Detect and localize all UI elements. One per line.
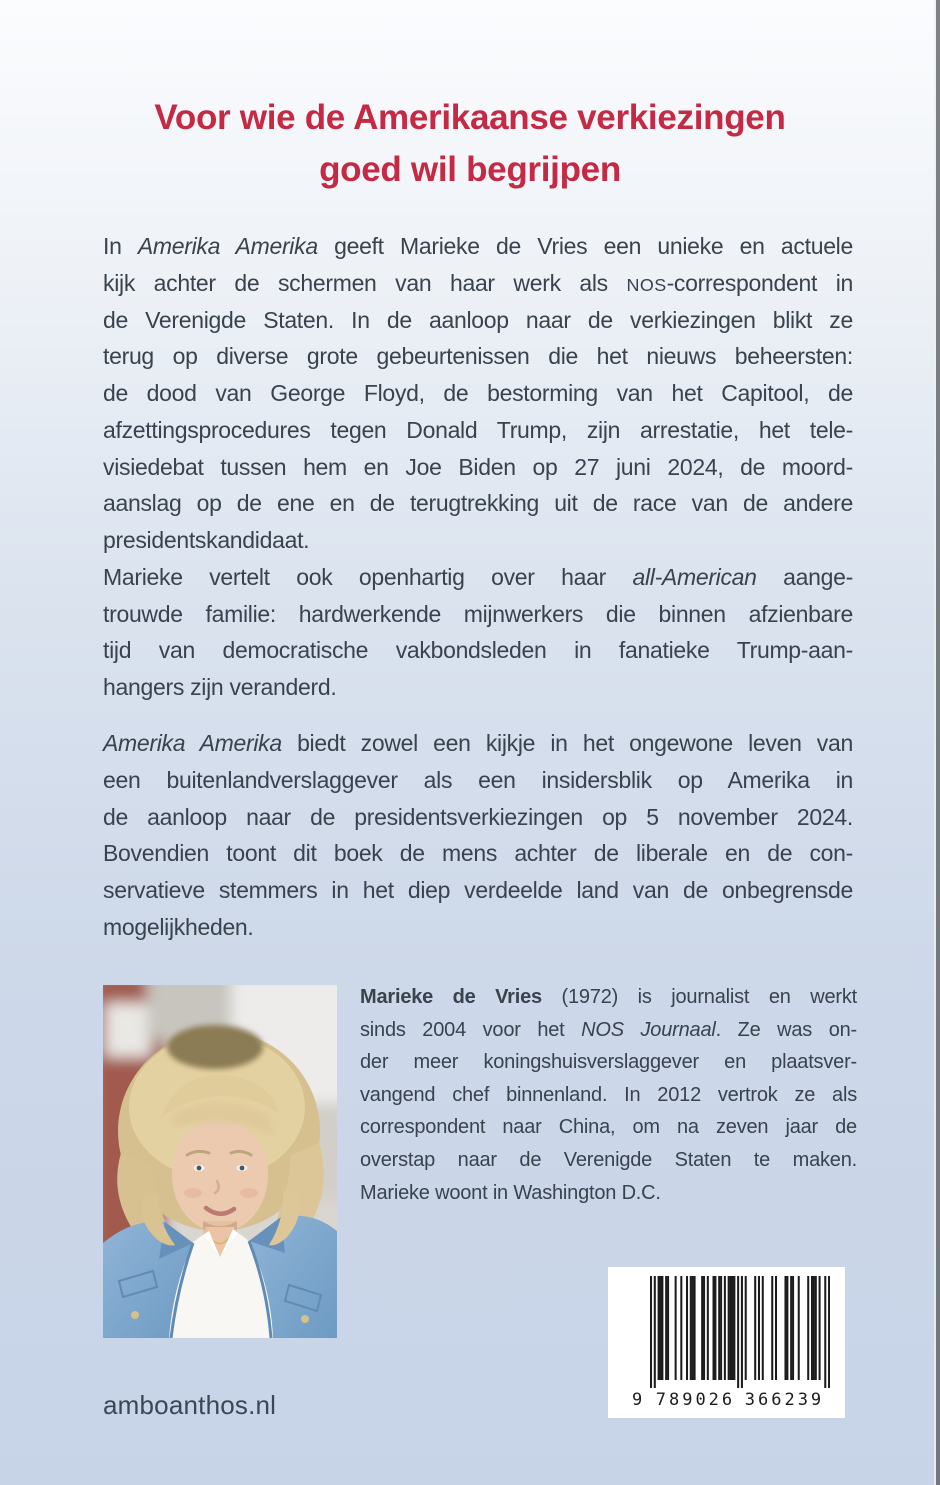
text-line: terug op diverse grote gebeurtenissen die het nieuws beheersten: [103,343,853,370]
text-line: aanslag op de ene en de terugtrekking uit de race van de andere [103,490,853,517]
blurb-paragraph-1 [103,228,853,706]
text-line: hangers zijn veranderd. [103,674,337,700]
tagline [0,92,940,196]
text-line: presidentskandidaat. [103,527,310,553]
publisher-website: amboanthos.nl [103,1390,277,1420]
text-line: kijk achter de schermen van haar werk als NOS-correspondent in [103,269,853,296]
page-edge-shadow [936,0,940,1485]
author-photo [103,985,337,1338]
text-line: der meer koningshuisverslaggever en plaatsver- [360,1051,857,1074]
text-line: sinds 2004 voor het NOS Journaal. Ze was on- [360,1018,858,1041]
text-line: een buitenlandverslaggever als een insidersblik op Amerika in [103,766,853,793]
text-line: correspondent naar China, om na zeven jaar de [360,1116,857,1139]
tagline-line-1: Voor wie de Amerikaanse verkiezingen [154,98,786,137]
text-line: de aanloop naar de presidentsverkiezingen op 5 november 2024. [103,803,853,830]
text-line: visiedebat tussen hem en Joe Biden op 27 juni 2024, de moord- [103,453,853,480]
text-line: Amerika Amerika biedt zowel een kijkje in het ongewone leven van [103,730,853,756]
text-line: Bovendien toont dit boek de mens achter de liberale en de con- [103,840,853,867]
text-line: overstap naar de Verenigde Staten te maken. [360,1148,857,1171]
text-line: mogelijkheden. [103,913,254,940]
text-line: Marieke woont in Washington D.C. [360,1181,661,1204]
author-bio [360,981,857,1209]
text-line: de Verenigde Staten. In de aanloop naar de verkiezingen blikt ze [103,306,853,333]
text-line: vangend chef binnenland. In 2012 vertrok ze als [360,1083,857,1106]
text-line: In Amerika Amerika geeft Marieke de Vries een unieke en actuele [103,233,853,259]
text-line: tijd van democratische vakbondsleden in fanatieke Trump-aan- [103,637,853,664]
isbn-digits-right: 366239 [744,1390,825,1408]
text-line: Marieke vertelt ook openhartig over haar all-American aange- [103,563,853,590]
text-line: servatieve stemmers in het diep verdeelde land van de onbegrensde [103,877,853,903]
text-line: afzettingsprocedures tegen Donald Trump, zijn arrestatie, het tele- [103,416,853,443]
blurb-paragraph-2 [103,725,853,946]
text-line: Marieke de Vries (1972) is journalist en werkt [360,986,857,1008]
author-photo-illustration [103,985,337,1338]
isbn-digit-first: 9 [632,1390,646,1408]
text-line: de dood van George Floyd, de bestorming van het Capitool, de [103,380,853,406]
isbn-barcode [608,1267,845,1418]
isbn-digits-left: 789026 [655,1390,736,1408]
text-line: trouwde familie: hardwerkende mijnwerkers die binnen afzienbare [103,600,853,627]
tagline-line-2: goed wil begrijpen [319,150,621,189]
